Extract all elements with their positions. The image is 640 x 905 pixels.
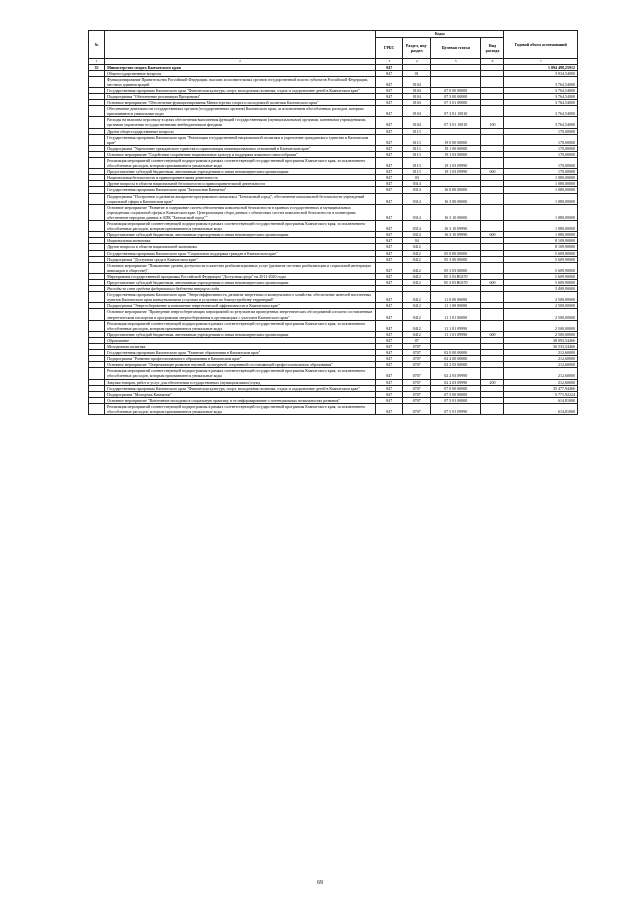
row-section-cell: 0412 [403,250,431,256]
header-row-1 [89,31,578,38]
row-grbs-cell: 847 [375,337,403,343]
row-name-cell: Основное мероприятие "Проведение энергосберегающих мероприятий по результатам проведенных энергетических обследований согласно составленным энергетическим паспортам и программам энергосбережения в организациях с участием Камчатского края" [105,309,376,320]
table-row [89,106,578,117]
row-number-cell [89,76,105,87]
row-vr-cell [481,292,504,303]
row-name-cell: Другие общегосударственные вопросы [105,128,376,134]
row-section-cell: 0104 [403,76,431,87]
row-csr-cell: 02 0 00 00000 [430,350,481,356]
row-grbs-cell: 847 [375,403,403,414]
row-section-cell: 04 [403,238,431,244]
row-number-cell [89,193,105,204]
row-name-cell: Государственная программа Камчатского края "Социальная поддержка граждан в Камчатском крае" [105,250,376,256]
row-name-cell: Государственная программа Камчатского края "Физическая культура, спорт, молодежная политика, отдых и оздоровление детей в Камчатском крае" [105,87,376,93]
row-sum-cell: 3 409,90000 [504,286,578,292]
row-csr-cell: 11 1 00 00000 [430,303,481,309]
row-section-cell: 0412 [403,279,431,285]
row-number-cell [89,262,105,273]
row-name-cell: Основное мероприятие "Развитие и содержание систем обеспечения комплексной безопасности в краевых государственных и муниципальных учреждениях социальной сферы в Камчатском крае. Централизация сбора данных с объектовых систем комплексной безопасности и мониторинг, обеспечение передачи данных в АПК "Безопасный город"" [105,204,376,220]
row-sum-cell: 8 109,90000 [504,244,578,250]
row-name-cell: Министерство спорта Камчатского края [105,64,376,70]
row-sum-cell: 3 934,54000 [504,70,578,76]
row-name-cell: Национальная безопасность и правоохранительная деятельность [105,175,376,181]
row-section-cell: 0314 [403,221,431,232]
row-csr-cell: 02 2 00 00000 [430,356,481,362]
row-grbs-cell: 847 [375,181,403,187]
row-number-cell [89,106,105,117]
row-csr-cell: 05 3 03 00000 [430,262,481,273]
row-name-cell: Подпрограмма "Доступная среда в Камчатском крае" [105,256,376,262]
row-sum-cell: 3 764,54000 [504,87,578,93]
row-grbs-cell: 847 [375,350,403,356]
row-name-cell: Основное мероприятие "Содействие сохранению национальных культур и поддержка языкового многообразия" [105,151,376,157]
row-sum-cell: 170,00000 [504,145,578,151]
row-grbs-cell: 847 [375,244,403,250]
row-sum-cell: 212,60000 [504,368,578,379]
row-vr-cell: 100 [481,117,504,128]
row-section-cell: 0104 [403,93,431,99]
row-section-cell: 0113 [403,158,431,169]
row-grbs-cell: 847 [375,134,403,145]
row-csr-cell: 05 3 00 00000 [430,256,481,262]
row-grbs-cell: 847 [375,344,403,350]
row-name-cell: Национальная экономика [105,238,376,244]
row-vr-cell [481,309,504,320]
row-csr-cell: 05 3 03 R0270 [430,279,481,285]
row-sum-cell: 2 500,00000 [504,292,578,303]
row-section-cell: 0707 [403,356,431,362]
index-cell: 2 [105,59,376,65]
budget-document [88,30,578,415]
row-section-cell: 0707 [403,397,431,403]
table-row [89,292,578,303]
row-section-cell: 03 [403,175,431,181]
row-sum-cell: 212,60000 [504,362,578,368]
row-csr-cell: 19 1 03 09990 [430,158,481,169]
row-name-cell: Реализация мероприятий соответствующей подпрограммы в рамках соответствующей государственной программы Камчатского края, за исключением обособленных расходов, которым присваиваются уникальные коды [105,158,376,169]
row-csr-cell: 07 5 01 00000 [430,397,481,403]
row-sum-cell: 5 609,90000 [504,250,578,256]
row-section-cell: 0707 [403,403,431,414]
row-section-cell: 0113 [403,169,431,175]
row-sum-cell: 8 109,90000 [504,238,578,244]
row-sum-cell: 2 500,00000 [504,303,578,309]
row-sum-cell: 170,00000 [504,151,578,157]
row-grbs-cell: 847 [375,175,403,181]
row-section-cell: 0412 [403,309,431,320]
row-name-cell: Образование [105,337,376,343]
row-name-cell: Расходы на выплаты персоналу в целях обеспечения выполнения функций государственными (муниципальными) органами, казенными учреждениями, органами управления государственными внебюджетными фондами [105,117,376,128]
row-section-cell: 0412 [403,320,431,331]
row-section-cell: 0707 [403,362,431,368]
row-grbs-cell: 847 [375,64,403,70]
row-sum-cell: 5 609,90000 [504,256,578,262]
row-section-cell: 0314 [403,204,431,220]
row-number-cell [89,134,105,145]
row-section-cell: 0412 [403,262,431,273]
row-grbs-cell: 847 [375,128,403,134]
row-csr-cell: 07 5 00 00000 [430,391,481,397]
table-row [89,320,578,331]
row-name-cell: Основное мероприятие "Опережающее развитие научной, культурной, спортивной составляющей профессионального образования" [105,362,376,368]
row-csr-cell: 11 1 01 09990 [430,331,481,337]
row-grbs-cell: 847 [375,356,403,362]
row-name-cell: Расходы за счет средств федерального бюджета текущего года [105,286,376,292]
row-csr-cell: 11 0 00 00000 [430,292,481,303]
row-csr-cell: 16 3 00 00000 [430,193,481,204]
row-section-cell: 0412 [403,256,431,262]
row-sum-cell: 36 533,54466 [504,344,578,350]
table-row [89,193,578,204]
row-vr-cell [481,76,504,87]
row-sum-cell: 212,60000 [504,356,578,362]
row-grbs-cell: 847 [375,158,403,169]
row-section-cell: 0707 [403,385,431,391]
col-section-header: Раздел, под-раздел [403,38,431,59]
row-section-cell: 0113 [403,145,431,151]
row-name-cell: Мероприятия государственной программы Российской Федерации "Доступная среда" на 2011-2020 годы [105,273,376,279]
row-vr-cell [481,106,504,117]
row-section-cell: 0113 [403,134,431,145]
row-section-cell: 0113 [403,151,431,157]
row-vr-cell [481,368,504,379]
row-sum-cell: 5 609,90000 [504,279,578,285]
row-sum-cell: 3 764,54000 [504,117,578,128]
row-name-cell: Реализация мероприятий соответствующей подпрограммы в рамках соответствующей государственной программы Камчатского края, за исключением обособленных расходов, которым присваиваются уникальные коды [105,320,376,331]
row-grbs-cell: 847 [375,100,403,106]
row-grbs-cell: 847 [375,76,403,87]
table-row [89,403,578,414]
row-grbs-cell: 847 [375,117,403,128]
row-grbs-cell: 847 [375,204,403,220]
row-section-cell: 0707 [403,368,431,379]
row-name-cell: Предоставление субсидий бюджетным, автономным учреждениям и иным некоммерческим организациям [105,169,376,175]
row-grbs-cell: 847 [375,331,403,337]
row-sum-cell: 3 764,54000 [504,76,578,87]
row-sum-cell: 2 500,00000 [504,309,578,320]
row-grbs-cell: 847 [375,256,403,262]
row-name-cell: Основное мероприятие "Обеспечение функционирования Министерства спорта и молодежной политики Камчатского края" [105,100,376,106]
row-sum-cell: 212,60000 [504,379,578,385]
table-row [89,117,578,128]
index-cell: 5 [430,59,481,65]
row-name-cell: Подпрограмма "Построение и развитие аппаратно-программного комплекса "Безопасный город", обеспечение комплексной безопасности учреждений социальной сферы в Камчатском крае" [105,193,376,204]
row-name-cell: Закупка товаров, работ и услуг для обеспечения государственных (муниципальных) нужд [105,379,376,385]
row-csr-cell: 07 0 00 00000 [430,87,481,93]
row-name-cell: Другие вопросы в области национальной экономики [105,244,376,250]
row-vr-cell [481,193,504,204]
row-sum-cell: 1 080,00000 [504,175,578,181]
row-sum-cell: 170,00000 [504,158,578,169]
row-csr-cell: 19 1 00 00000 [430,145,481,151]
col-vr-header: Вид расхода [481,38,504,59]
row-grbs-cell: 847 [375,309,403,320]
row-section-cell: 0314 [403,181,431,187]
row-vr-cell [481,262,504,273]
budget-table [88,30,578,415]
row-name-cell: Подпрограмма "Энергосбережение и повышение энергетической эффективности в Камчатском крае" [105,303,376,309]
index-cell: 7 [504,59,578,65]
row-name-cell: Предоставление субсидий бюджетным, автономным учреждениям и иным некоммерческим организациям [105,232,376,238]
table-row [89,368,578,379]
row-grbs-cell: 847 [375,385,403,391]
row-csr-cell: 05 3 03 R0270 [430,273,481,279]
row-section-cell: 0104 [403,117,431,128]
row-grbs-cell: 847 [375,262,403,273]
row-name-cell: Подпрограмма "Укрепление гражданского единства и гармонизация межнациональных отношений в Камчатском крае" [105,145,376,151]
row-sum-cell: 3 764,54000 [504,93,578,99]
row-section-cell: 0104 [403,100,431,106]
row-name-cell: Основное мероприятие "Повышение уровня доступности и качества реабилитационных услуг (развитие системы реабилитации и социальной интеграции инвалидов в обществе)" [105,262,376,273]
row-sum-cell: 2 500,00000 [504,320,578,331]
index-cell: 4 [403,59,431,65]
row-sum-cell: 614,81000 [504,397,578,403]
row-section-cell: 0412 [403,292,431,303]
table-row [89,309,578,320]
row-vr-cell: 600 [481,279,504,285]
row-name-cell: Подпрограмма "Развитие профессионального образования в Камчатском крае" [105,356,376,362]
row-number-cell [89,292,105,303]
row-vr-cell [481,403,504,414]
row-name-cell: Обеспечение деятельности государственных органов (государственных органов) Камчатского края, за исключением обособленных расходов, которым присваиваются уникальные коды [105,106,376,117]
table-row [89,262,578,273]
row-csr-cell: 16 3 10 00000 [430,204,481,220]
row-grbs-cell: 847 [375,169,403,175]
row-number-cell: 35 [89,64,105,70]
row-csr-cell: 05 0 00 00000 [430,250,481,256]
row-csr-cell: 07 3 01 10010 [430,117,481,128]
row-csr-cell: 16 0 00 00000 [430,187,481,193]
row-grbs-cell: 847 [375,368,403,379]
row-name-cell: Государственная программа Камчатского края "Реализация государственной национальной политики и укрепление гражданского единства в Камчатском крае" [105,134,376,145]
row-number-cell [89,117,105,128]
row-csr-cell: 11 1 01 09990 [430,320,481,331]
row-sum-cell: 5 771,92224 [504,391,578,397]
row-csr-cell: 16 3 10 09990 [430,232,481,238]
row-grbs-cell: 847 [375,221,403,232]
row-sum-cell: 5 609,90000 [504,273,578,279]
col-no-header: № [89,31,105,59]
row-section-cell: 01 [403,70,431,76]
row-vr-cell [481,320,504,331]
row-name-cell: Функционирование Правительства Российской Федерации, высших исполнительных органов государственной власти субъектов Российской Федерации, местных администраций [105,76,376,87]
row-section-cell: 0707 [403,379,431,385]
row-sum-cell: 170,00000 [504,128,578,134]
row-grbs-cell: 847 [375,70,403,76]
row-sum-cell: 2 500,00000 [504,331,578,337]
row-grbs-cell: 847 [375,187,403,193]
row-sum-cell: 614,81000 [504,403,578,414]
row-grbs-cell: 847 [375,193,403,204]
col-grbs-header: ГРБС [375,38,403,59]
row-name-cell: Государственная программа Камчатского края "Развитие образования в Камчатском крае" [105,350,376,356]
row-section-cell: 0113 [403,128,431,134]
row-name-cell: Реализация мероприятий соответствующей подпрограммы в рамках соответствующей государственной программы Камчатского края, за исключением обособленных расходов, которым присваиваются уникальные коды [105,368,376,379]
index-cell: 1 [89,59,105,65]
row-section-cell: 0707 [403,344,431,350]
row-grbs-cell: 847 [375,151,403,157]
row-csr-cell: 07 5 01 09990 [430,403,481,414]
row-grbs-cell: 847 [375,232,403,238]
row-name-cell: Государственная программа Камчатского края "Безопасная Камчатка" [105,187,376,193]
row-section-cell: 07 [403,337,431,343]
row-grbs-cell: 847 [375,93,403,99]
row-grbs-cell: 847 [375,145,403,151]
row-csr-cell: 19 1 03 09990 [430,169,481,175]
table-row [89,134,578,145]
row-name-cell: Реализация мероприятий соответствующей подпрограммы в рамках соответствующей государственной программы Камчатского края, за исключением обособленных расходов, которым присваиваются уникальные коды [105,403,376,414]
row-sum-cell: 1 080,00000 [504,232,578,238]
row-sum-cell: 1 080,00000 [504,193,578,204]
row-vr-cell: 200 [481,379,504,385]
row-csr-cell: 19 1 03 00000 [430,151,481,157]
row-vr-cell: 600 [481,169,504,175]
col-name-header [105,31,376,59]
row-csr-cell: 02 2 03 00000 [430,362,481,368]
row-section-cell: 0314 [403,232,431,238]
row-name-cell: Государственная программа Камчатского края "Физическая культура, спорт, молодежная политика, отдых и оздоровление детей в Камчатском крае" [105,385,376,391]
row-sum-cell: 3 764,54000 [504,100,578,106]
row-vr-cell: 600 [481,331,504,337]
row-name-cell: Подпрограмма "Молодежь Камчатки" [105,391,376,397]
row-sum-cell: 1 094 498,25912 [504,64,578,70]
row-section-cell: 0412 [403,303,431,309]
row-number-cell [89,158,105,169]
row-name-cell: Молодежная политика [105,344,376,350]
table-row [89,158,578,169]
row-grbs-cell: 847 [375,320,403,331]
row-grbs-cell: 847 [375,279,403,285]
row-number-cell [89,368,105,379]
row-vr-cell: 600 [481,232,504,238]
row-csr-cell: 11 1 01 00000 [430,309,481,320]
row-section-cell: 0412 [403,273,431,279]
row-sum-cell: 170,00000 [504,169,578,175]
index-cell: 6 [481,59,504,65]
row-csr-cell: 02 2 03 09990 [430,368,481,379]
row-sum-cell: 1 080,00000 [504,181,578,187]
row-csr-cell: 07 0 00 00000 [430,385,481,391]
col-csr-header: Целевая статья [430,38,481,59]
row-grbs-cell: 847 [375,292,403,303]
row-sum-cell: 1 080,00000 [504,187,578,193]
row-sum-cell: 212,60000 [504,350,578,356]
row-sum-cell: 5 609,90000 [504,262,578,273]
row-name-cell: Реализация мероприятий соответствующей подпрограммы в рамках соответствующей государственной программы Камчатского края, за исключением обособленных расходов, которым присваиваются уникальные коды [105,221,376,232]
row-sum-cell: 3 764,54000 [504,106,578,117]
table-body [89,59,578,415]
row-name-cell: Другие вопросы в области национальной безопасности и правоохранительной деятельности [105,181,376,187]
row-sum-cell: 35 477,94466 [504,385,578,391]
row-number-cell [89,403,105,414]
row-name-cell: Предоставление субсидий бюджетным, автономным учреждениям и иным некоммерческим организациям [105,331,376,337]
row-grbs-cell: 847 [375,273,403,279]
row-sum-cell: 38 093,54466 [504,337,578,343]
row-grbs-cell: 847 [375,106,403,117]
col-codes-header: Коды [375,31,504,38]
page-number: 69 [317,880,323,886]
row-number-cell [89,221,105,232]
row-number-cell [89,204,105,220]
row-grbs-cell: 847 [375,362,403,368]
row-sum-cell: 170,00000 [504,134,578,145]
row-grbs-cell: 847 [375,379,403,385]
row-grbs-cell: 847 [375,397,403,403]
row-section-cell: 0104 [403,87,431,93]
row-vr-cell [481,221,504,232]
row-grbs-cell: 847 [375,250,403,256]
row-number-cell [89,309,105,320]
index-cell: 3 [375,59,403,65]
row-section-cell: 0314 [403,187,431,193]
row-csr-cell: 19 0 00 00000 [430,134,481,145]
table-row [89,221,578,232]
row-name-cell: Предоставление субсидий бюджетным, автономным учреждениям и иным некоммерческим организациям [105,279,376,285]
row-csr-cell: 07 3 01 10010 [430,106,481,117]
row-vr-cell [481,134,504,145]
row-vr-cell [481,204,504,220]
table-row [89,76,578,87]
row-grbs-cell: 847 [375,87,403,93]
row-grbs-cell: 847 [375,391,403,397]
table-row [89,204,578,220]
row-sum-cell: 1 080,00000 [504,204,578,220]
row-csr-cell [430,76,481,87]
row-section-cell: 0314 [403,193,431,204]
row-grbs-cell: 847 [375,238,403,244]
row-section-cell: 0707 [403,391,431,397]
row-grbs-cell: 847 [375,303,403,309]
row-section-cell: 0412 [403,244,431,250]
row-section-cell: 0412 [403,331,431,337]
row-number-cell [89,320,105,331]
row-vr-cell [481,158,504,169]
row-csr-cell: 07 3 01 00000 [430,100,481,106]
row-name-cell: Государственная программа Камчатского края "Энергоэффективность, развитие энергетики и коммунального хозяйства, обеспечение жителей населенных пунктов Камчатского края коммунальными услугами и услугами по благоустройству территорий" [105,292,376,303]
row-name-cell: Основное мероприятие "Вовлечение молодежи в социальную практику и ее информирование о потенциальных возможностях развития" [105,397,376,403]
row-name-cell: Общегосударственные вопросы [105,70,376,76]
row-csr-cell: 16 3 10 09990 [430,221,481,232]
col-sum-header: Годовой объем ассигнований [504,31,578,59]
row-sum-cell: 1 080,00000 [504,221,578,232]
row-csr-cell: 07 3 00 00000 [430,93,481,99]
row-section-cell: 0104 [403,106,431,117]
row-csr-cell: 02 2 03 09990 [430,379,481,385]
row-section-cell: 0707 [403,350,431,356]
row-name-cell: Подпрограмма "Обеспечение реализации Программы" [105,93,376,99]
